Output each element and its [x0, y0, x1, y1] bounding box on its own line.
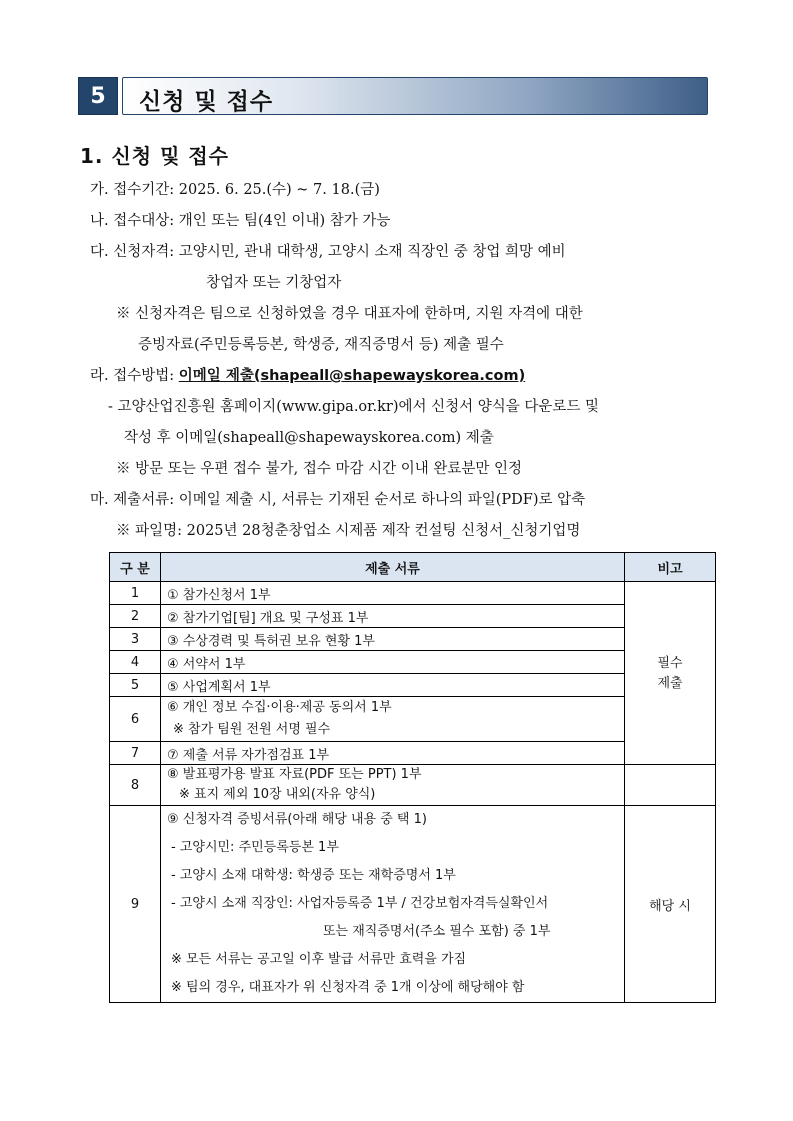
item-ra-sub-2: 작성 후 이메일(shapeall@shapewayskorea.com) 제출 — [124, 430, 494, 446]
row-item-line: ※ 모든 서류는 공고일 이후 발급 서류만 효력을 가짐 — [171, 952, 467, 967]
section-title: 신청 및 접수 — [139, 89, 274, 115]
note-required — [625, 582, 716, 765]
row-item-sub: ※ 참가 팀원 전원 서명 필수 — [173, 722, 331, 737]
row-number: 4 — [110, 651, 161, 674]
row-item-line: 또는 재직증명서(주소 필수 포함) 중 1부 — [323, 924, 551, 939]
row-item: ⑤ 사업계획서 1부 — [161, 674, 625, 697]
documents-table — [109, 552, 716, 1003]
item-ra-sub-1: - 고양산업진흥원 홈페이지(www.gipa.or.kr)에서 신청서 양식을 다운로드 및 — [108, 399, 600, 415]
note-applicable: 해당 시 — [625, 806, 716, 1003]
item-ma-label: 마. 제출서류: — [90, 492, 175, 508]
row-item-line: - 고양시민: 주민등록등본 1부 — [171, 840, 339, 855]
note-required-line1: 필수 — [657, 656, 683, 671]
note-empty — [625, 765, 716, 806]
row-number: 6 — [110, 697, 161, 742]
row-number: 1 — [110, 582, 161, 605]
row-item — [161, 806, 625, 1003]
row-item: ⑦ 제출 서류 자가점검표 1부 — [161, 742, 625, 765]
row-item-line: ※ 팀의 경우, 대표자가 위 신청자격 중 1개 이상에 해당해야 함 — [171, 980, 525, 995]
row-item-main: ⑥ 개인 정보 수집·이용·제공 동의서 1부 — [167, 700, 392, 715]
item-ra-note: ※ 방문 또는 우편 접수 불가, 접수 마감 시간 이내 완료분만 인정 — [116, 461, 522, 477]
section-number: 5 — [78, 77, 118, 115]
item-da-text: 고양시민, 관내 대학생, 고양시 소재 직장인 중 창업 희망 예비 — [178, 244, 566, 260]
table-row — [110, 582, 716, 605]
row-item — [161, 765, 625, 806]
row-item-sub: ※ 표지 제외 10장 내외(자유 양식) — [179, 787, 376, 802]
row-number: 3 — [110, 628, 161, 651]
item-ma-text: 이메일 제출 시, 서류는 기재된 순서로 하나의 파일(PDF)로 압축 — [178, 492, 586, 508]
row-number: 5 — [110, 674, 161, 697]
row-item-main: ⑧ 발표평가용 발표 자료(PDF 또는 PPT) 1부 — [167, 767, 422, 782]
item-ga — [90, 178, 380, 199]
item-na-text: 개인 또는 팀(4인 이내) 참가 가능 — [178, 213, 391, 229]
row-number: 8 — [110, 765, 161, 806]
section-header — [78, 77, 708, 115]
item-da-label: 다. 신청자격: — [90, 244, 175, 260]
note-required-line2: 제출 — [657, 676, 683, 691]
row-item-line: ⑨ 신청자격 증빙서류(아래 해당 내용 중 택 1) — [167, 812, 427, 827]
item-na — [90, 209, 390, 230]
item-da-text-cont: 창업자 또는 기창업자 — [206, 275, 342, 291]
table-row — [110, 765, 716, 806]
item-na-label: 나. 접수대상: — [90, 213, 175, 229]
item-ga-label: 가. 접수기간: — [90, 182, 175, 198]
row-item: ④ 서약서 1부 — [161, 651, 625, 674]
row-item: ① 참가신청서 1부 — [161, 582, 625, 605]
table-row — [110, 806, 716, 1003]
item-ma — [90, 488, 585, 509]
item-da-note-1: ※ 신청자격은 팀으로 신청하였을 경우 대표자에 한하며, 지원 자격에 대한 — [116, 306, 583, 322]
row-item — [161, 697, 625, 742]
row-item: ③ 수상경력 및 특허권 보유 현황 1부 — [161, 628, 625, 651]
header-documents: 제출 서류 — [161, 553, 625, 582]
section-title-bar — [122, 77, 708, 115]
row-item-line: - 고양시 소재 직장인: 사업자등록증 1부 / 건강보험자격득실확인서 — [171, 896, 549, 911]
item-ra — [90, 364, 525, 385]
header-category: 구 분 — [110, 553, 161, 582]
item-ga-text: 2025. 6. 25.(수) ~ 7. 18.(금) — [178, 182, 380, 198]
item-da-note-2: 증빙자료(주민등록등본, 학생증, 재직증명서 등) 제출 필수 — [138, 337, 504, 353]
row-item-line: - 고양시 소재 대학생: 학생증 또는 재학증명서 1부 — [171, 868, 456, 883]
row-number: 7 — [110, 742, 161, 765]
row-number: 2 — [110, 605, 161, 628]
item-ra-label: 라. 접수방법: — [90, 368, 175, 384]
header-note: 비고 — [625, 553, 716, 582]
subsection-heading: 1. 신청 및 접수 — [80, 144, 230, 168]
item-ma-note: ※ 파일명: 2025년 28청춘창업소 시제품 제작 컨설팅 신청서_신청기업명 — [116, 523, 581, 539]
item-da — [90, 240, 566, 261]
table-header-row — [110, 553, 716, 582]
row-number: 9 — [110, 806, 161, 1003]
row-item: ② 참가기업[팀] 개요 및 구성표 1부 — [161, 605, 625, 628]
email-submission-emphasis: 이메일 제출(shapeall@shapewayskorea.com) — [178, 368, 526, 384]
